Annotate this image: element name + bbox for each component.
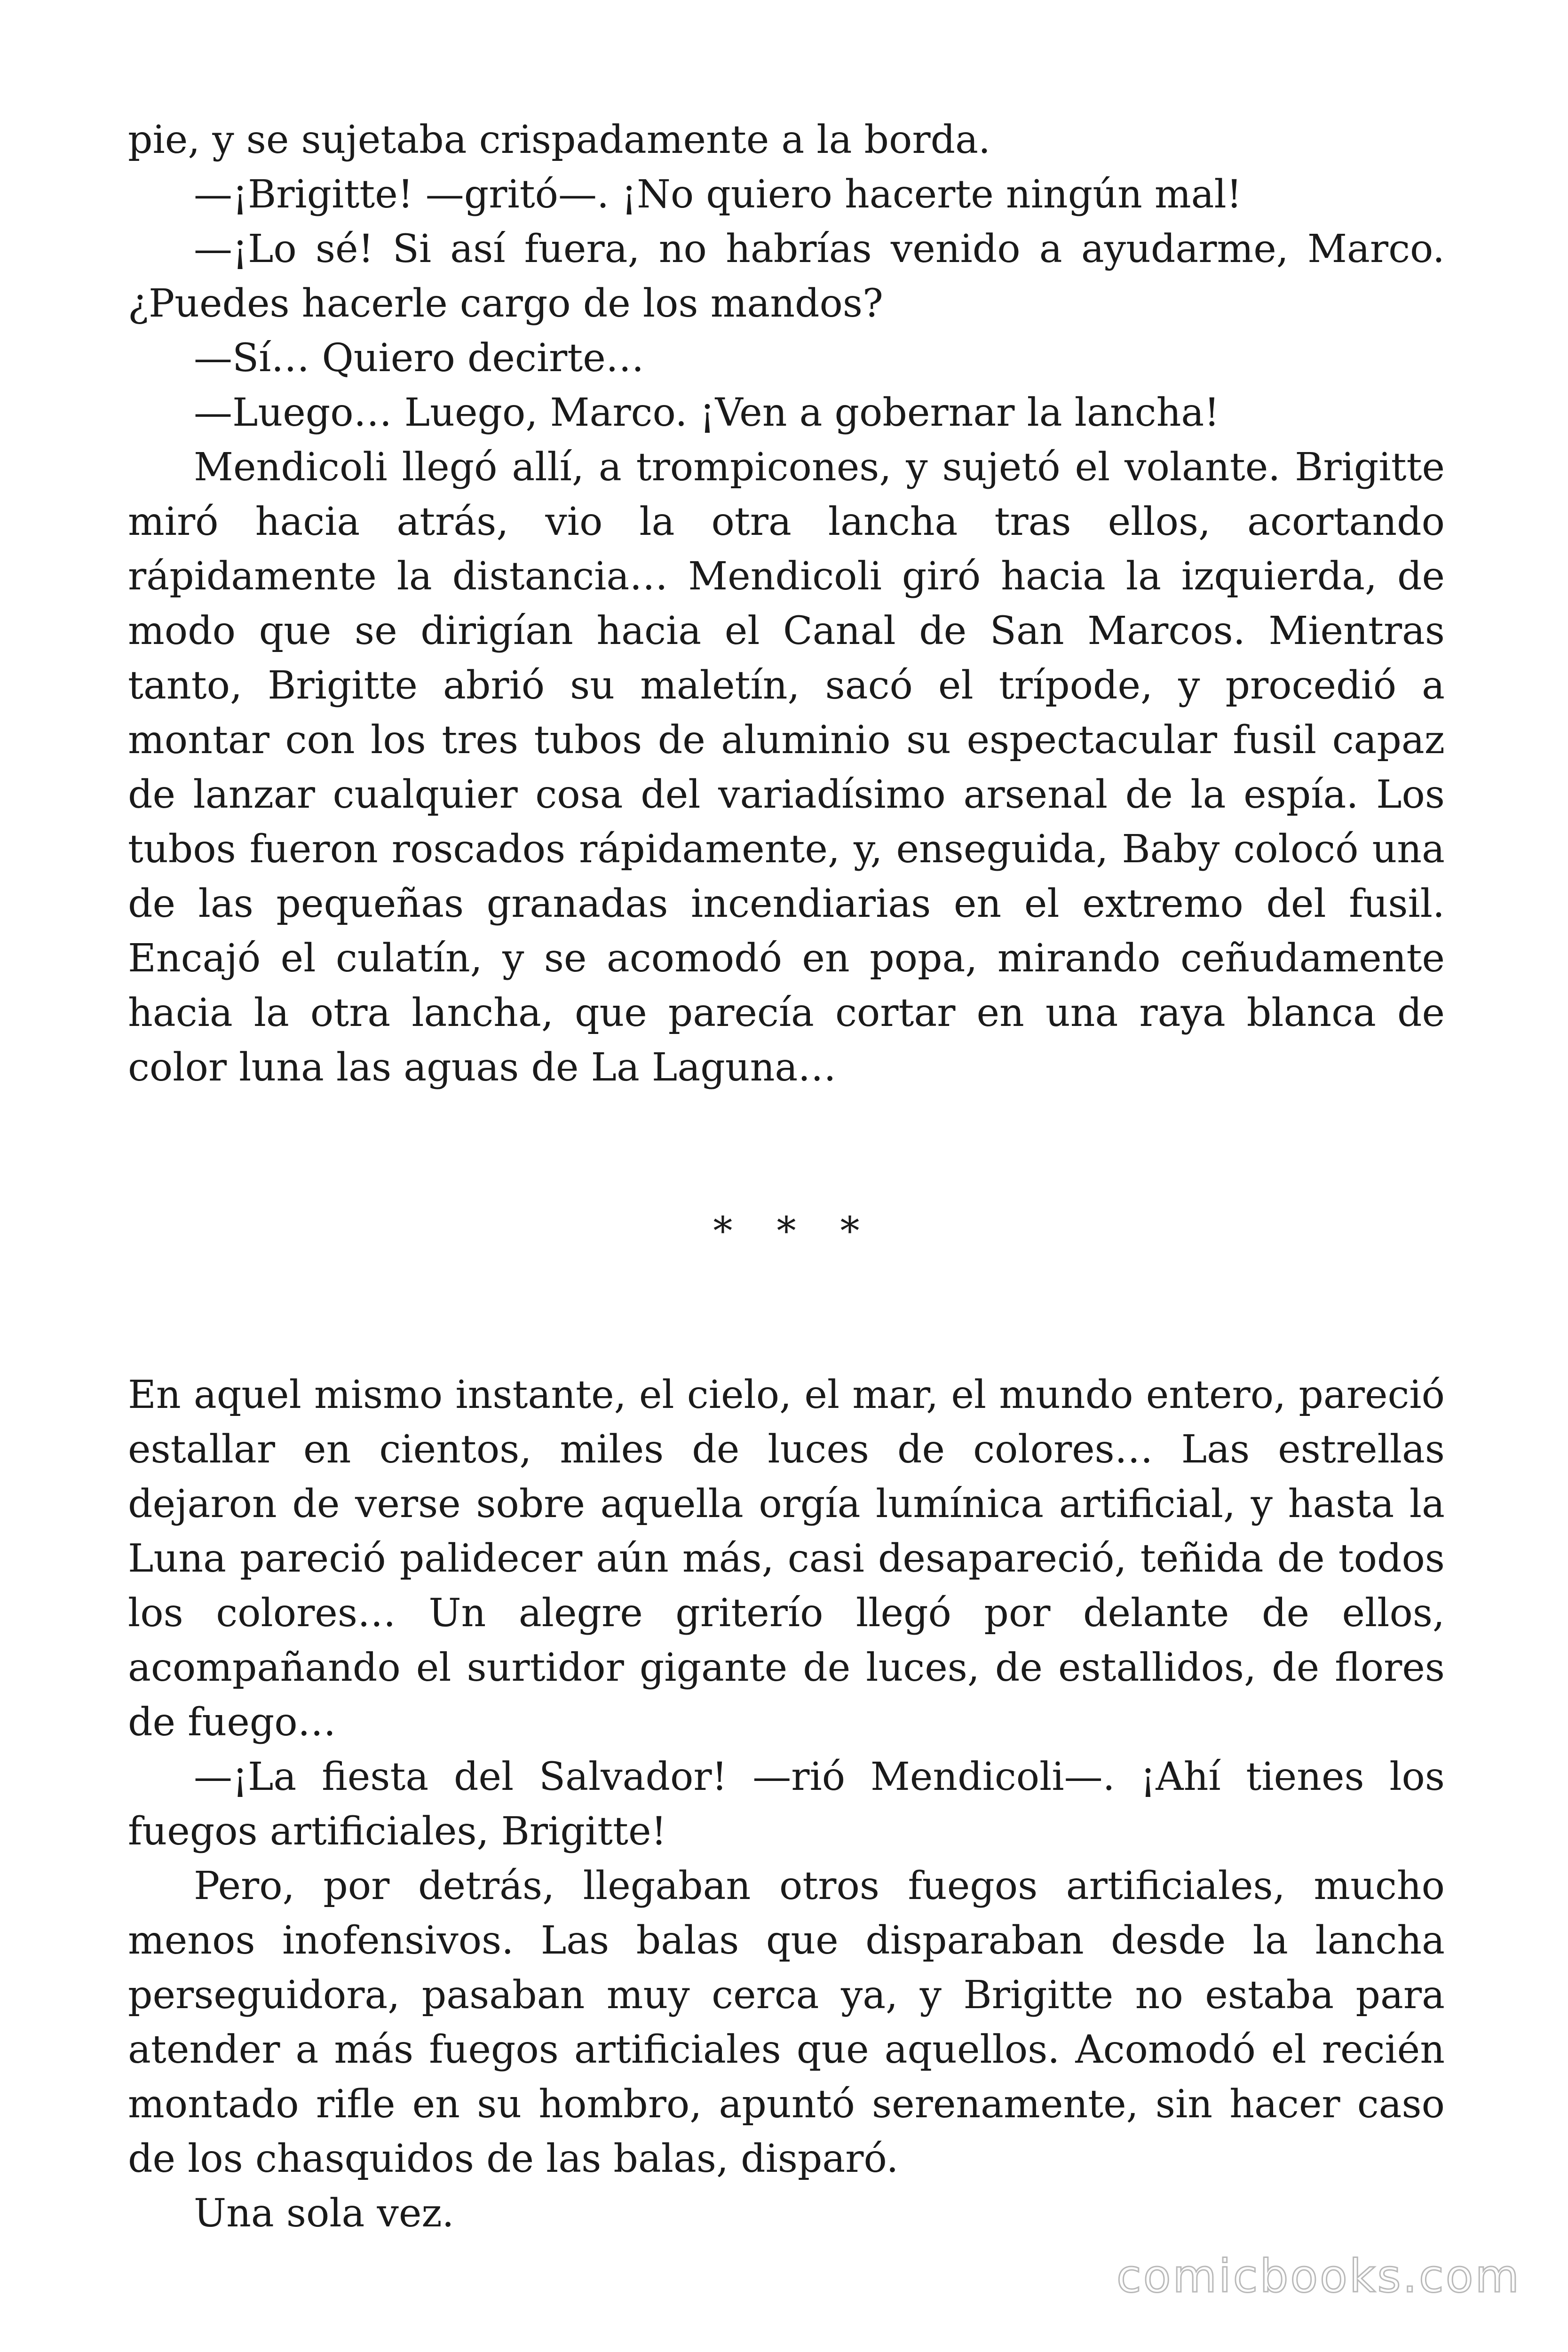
paragraph: pie, y se sujetaba crispadamente a la borda. <box>128 118 991 162</box>
book-page <box>128 113 1445 2241</box>
scene-break-separator: * * * <box>713 1209 876 1254</box>
paragraph: Una sola vez. <box>194 2191 454 2236</box>
paragraph: En aquel mismo instante, el cielo, el mar, el mundo entero, pareció estallar en cientos, miles de luces de colores… Las estrellas dejaron de verse sobre aquella orgía lumínica artificial, y hasta la Luna pareció palidecer aún más, casi desapareció, teñida de todos los colores… Un alegre griterío llegó por delante de ellos, acompañando el surtidor gigante de luces, de estallidos, de flores de fuego… <box>128 1373 1445 1745</box>
paragraph: —¡Brigitte! —gritó—. ¡No quiero hacerte ningún mal! <box>194 172 1242 217</box>
paragraph: —Sí… Quiero decirte… <box>194 336 644 381</box>
site-watermark: comicbooks.com <box>1116 2250 1521 2303</box>
paragraph: Mendicoli llegó allí, a trompicones, y sujetó el volante. Brigitte miró hacia atrás, vio la otra lancha tras ellos, acortando rápidamente la distancia… Mendicoli giró hacia la izquierda, de modo que se dirigían hacia el Canal de San Marcos. Mientras tanto, Brigitte abrió su maletín, sacó el trípode, y procedió a montar con los tres tubos de aluminio su espectacular fusil capaz de lanzar cualquier cosa del variadísimo arsenal de la espía. Los tubos fueron roscados rápidamente, y, enseguida, Baby colocó una de las pequeñas granadas incendiarias en el extremo del fusil. Encajó el culatín, y se acomodó en popa, mirando ceñudamente hacia la otra lancha, que parecía cortar en una raya blanca de color luna las aguas de La Laguna… <box>128 445 1445 1090</box>
paragraph: —¡Lo sé! Si así fuera, no habrías venido a ayudarme, Marco. ¿Puedes hacerle cargo de los mandos? <box>128 227 1445 326</box>
paragraph: —¡La fiesta del Salvador! —rió Mendicoli—. ¡Ahí tienes los fuegos artificiales, Brigitte! <box>128 1755 1445 1854</box>
paragraph: —Luego… Luego, Marco. ¡Ven a gobernar la lancha! <box>194 390 1220 435</box>
paragraph: Pero, por detrás, llegaban otros fuegos artificiales, mucho menos inofensivos. Las balas que disparaban desde la lancha perseguidora, pasaban muy cerca ya, y Brigitte no estaba para atender a más fuegos artificiales que aquellos. Acomodó el recién montado rifle en su hombro, apuntó serenamente, sin hacer caso de los chasquidos de las balas, disparó. <box>128 1864 1445 2181</box>
